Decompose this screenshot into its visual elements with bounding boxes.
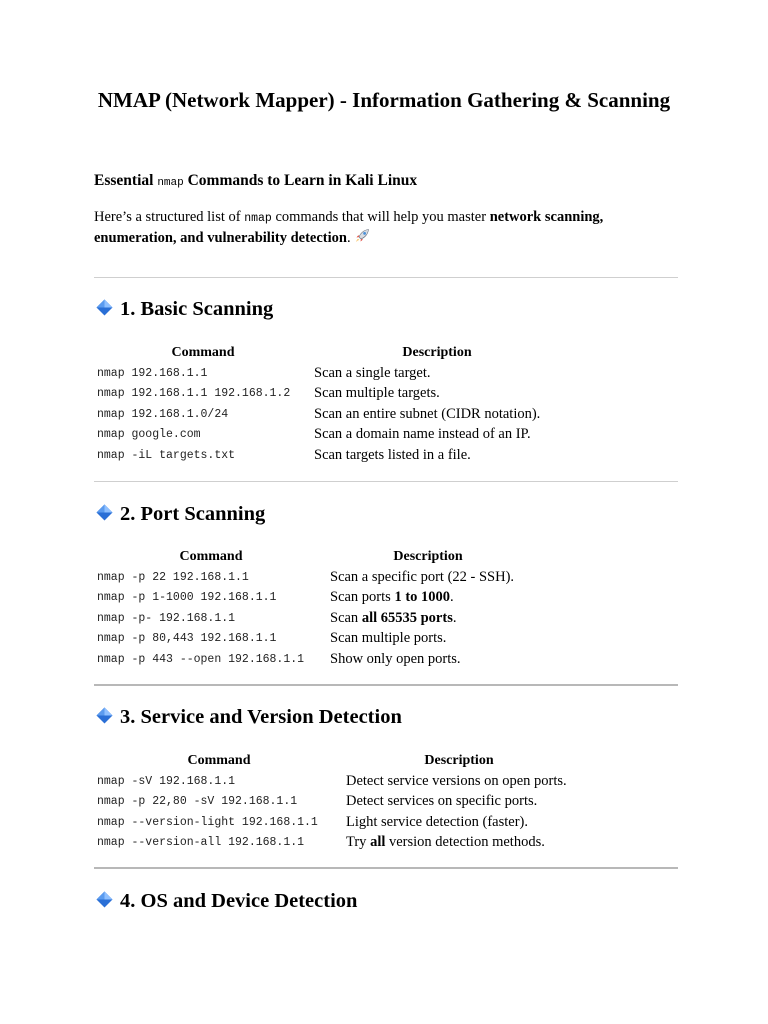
description-cell [328,629,528,650]
description-text: Scan a domain name instead of an IP. [314,426,531,443]
command-cell: nmap -p 22 192.168.1.1 [97,570,249,584]
command-cell: nmap -p 1-1000 192.168.1.1 [97,591,277,605]
blue-diamond-icon [96,707,113,724]
column-header-description: Description [402,345,472,360]
command-cell: nmap --version-light 192.168.1.1 [97,815,318,829]
description-text: . [452,609,457,626]
table-row [94,649,528,670]
table-row [94,384,562,405]
table-row [94,567,528,588]
column-header-command: Command [171,345,235,360]
blue-diamond-icon [96,299,113,316]
description-cell [328,649,528,670]
section-heading-1 [96,298,273,324]
commands-table-1 [94,343,562,466]
table-row [94,404,562,425]
table-row [94,588,528,609]
description-text: Scan [330,609,362,626]
description-cell [328,567,528,588]
description-cell [312,445,562,466]
divider [94,684,678,686]
table-row [94,833,574,854]
description-bold-text: all [370,834,386,851]
description-text: Light service detection (faster). [346,813,528,830]
column-header-description: Description [424,753,494,768]
command-cell: nmap 192.168.1.0/24 [97,407,229,421]
command-cell: nmap --version-all 192.168.1.1 [97,836,305,850]
table-row [94,608,528,629]
table-header-row [94,751,574,771]
description-cell [312,363,562,384]
description-text: Scan targets listed in a file. [314,446,471,463]
section-title: 1. Basic Scanning [120,298,274,320]
description-bold-text: all 65535 ports [361,609,453,626]
section-heading-3 [96,706,402,732]
description-text: Detect service versions on open ports. [346,772,567,789]
table-body [94,771,574,853]
command-cell: nmap 192.168.1.1 [97,366,208,380]
command-cell: nmap -sV 192.168.1.1 [97,774,236,788]
table-body [94,567,528,670]
description-text: Scan a single target. [314,364,431,381]
rocket-icon [354,228,370,244]
intro-text-1: Here’s a structured list of [94,209,245,225]
description-cell [312,404,562,425]
description-cell [328,588,528,609]
section-heading-4 [96,890,357,916]
description-cell [344,771,574,792]
command-cell: nmap -iL targets.txt [97,448,236,462]
table-body [94,363,562,466]
description-text: Scan multiple targets. [314,385,440,402]
column-header-command: Command [179,549,243,564]
description-text: Show only open ports. [330,650,461,667]
table-row [94,425,562,446]
page-title: NMAP (Network Mapper) - Information Gathering & Scanning [97,88,671,112]
divider [94,867,678,869]
subtitle [94,172,417,190]
column-header-command: Command [187,753,251,768]
section-title: 4. OS and Device Detection [120,890,358,912]
command-cell: nmap -p 22,80 -sV 192.168.1.1 [97,795,298,809]
table-row [94,812,574,833]
description-cell [344,833,574,854]
description-cell [312,384,562,405]
description-cell [344,792,574,813]
intro-bold: network scanning, enumeration, and vulnerability detection [94,209,604,246]
description-bold-text: 1 to 1000 [394,589,451,606]
blue-diamond-icon [96,504,113,521]
intro-paragraph [94,208,674,248]
table-row [94,771,574,792]
description-text: Scan ports [330,589,395,606]
section-heading-2 [96,503,265,529]
description-text: Try [346,834,371,851]
description-cell [328,608,528,629]
description-text: . [450,589,454,606]
table-row [94,363,562,384]
section-title: 3. Service and Version Detection [120,706,402,728]
subtitle-suffix: Commands to Learn in Kali Linux [183,172,418,189]
commands-table-2 [94,547,528,670]
description-text: version detection methods. [385,834,545,851]
subtitle-prefix: Essential [94,172,158,189]
table-row [94,629,528,650]
table-header-row [94,547,528,567]
blue-diamond-icon [96,891,113,908]
command-cell: nmap google.com [97,428,201,442]
description-text: Scan multiple ports. [330,630,447,647]
description-cell [344,812,574,833]
description-text: Scan a specific port (22 - SSH). [330,568,515,585]
divider [94,481,678,482]
description-text: Detect services on specific ports. [346,793,538,810]
table-header-row [94,343,562,363]
section-title: 2. Port Scanning [120,503,266,525]
command-cell: nmap -p 443 --open 192.168.1.1 [97,652,305,666]
column-header-description: Description [393,549,463,564]
commands-table-3 [94,751,574,853]
intro-text-3: . [346,230,355,246]
command-cell: nmap -p- 192.168.1.1 [97,611,236,625]
subtitle-code: nmap [157,177,184,189]
description-text: Scan an entire subnet (CIDR notation). [314,405,541,422]
command-cell: nmap -p 80,443 192.168.1.1 [97,632,277,646]
table-row [94,792,574,813]
divider [94,277,678,278]
table-row [94,445,562,466]
intro-text-2: commands that will help you master [271,209,490,225]
intro-code: nmap [244,212,272,225]
description-cell [312,425,562,446]
command-cell: nmap 192.168.1.1 192.168.1.2 [97,387,291,401]
